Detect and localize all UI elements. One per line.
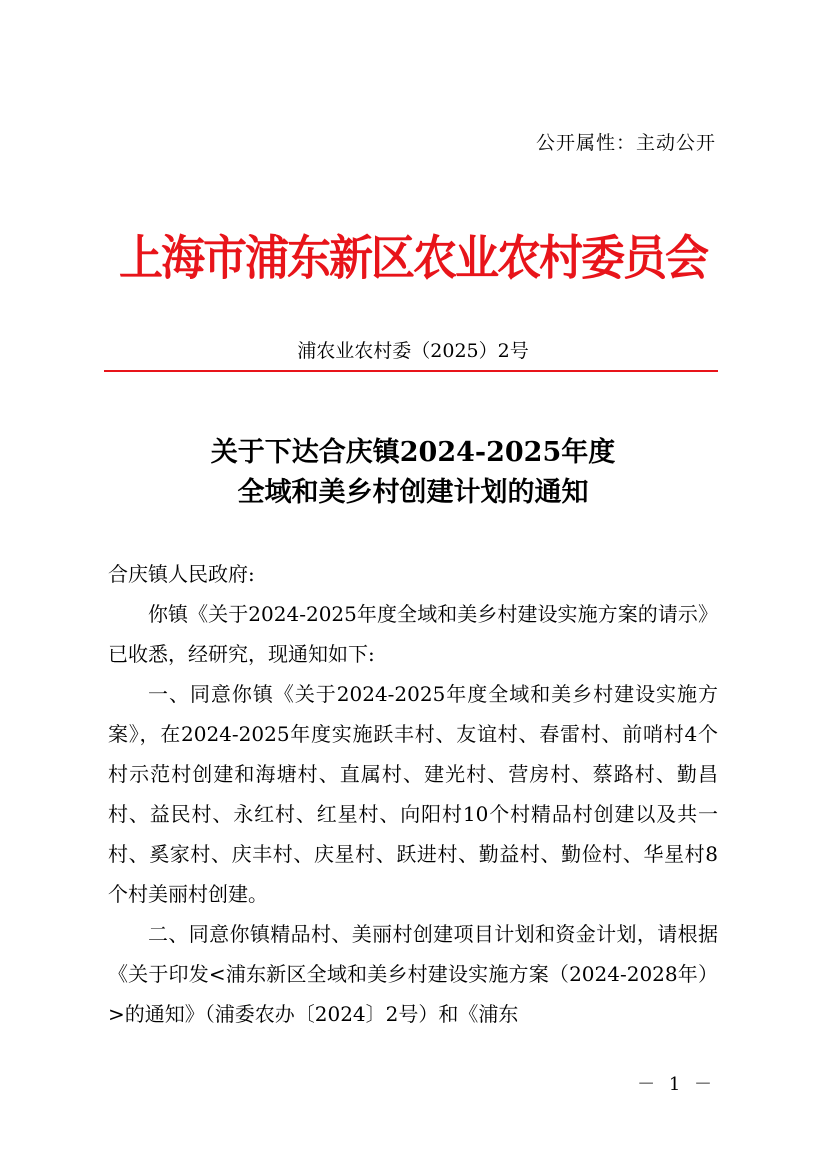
paragraph-2: 一、同意你镇《关于2024-2025年度全域和美乡村建设实施方案》，在2024-2025年度实施跃丰村、友谊村、春雷村、前哨村4个村示范村创建和海塘村、直属村、建光村、营房村、蔡路村、勤昌村、益民村、永红村、红星村、向阳村10个村精品村创建以及共一村、奚家村、庆丰村、庆星村、跃进村、勤益村、勤俭村、华星村8个村美丽村创建。 (108, 682, 718, 906)
red-separator-line (104, 370, 718, 372)
document-title (0, 433, 826, 513)
document-number: 浦农业农村委（2025）2号 (297, 340, 529, 362)
disclosure-attribute: 公开属性：主动公开 (535, 132, 716, 154)
document-body (108, 554, 718, 1034)
paragraph-1: 你镇《关于2024-2025年度全域和美乡村建设实施方案的请示》已收悉，经研究，现通知如下: (108, 602, 718, 666)
issuing-organization: 上海市浦东新区农业农村委员会 (119, 231, 707, 287)
title-line-2: 全域和美乡村创建计划的通知 (237, 477, 589, 508)
paragraph-3: 二、同意你镇精品村、美丽村创建项目计划和资金计划，请根据《关于印发<浦东新区全域和美乡村建设实施方案（2024-2028年）>的通知》（浦委农办〔2024〕2号）和《浦东 (108, 922, 718, 1026)
salutation: 合庆镇人民政府: (108, 562, 255, 586)
title-line-1: 关于下达合庆镇2024-2025年度 (210, 437, 616, 468)
page-number: － 1 － (637, 1074, 716, 1095)
